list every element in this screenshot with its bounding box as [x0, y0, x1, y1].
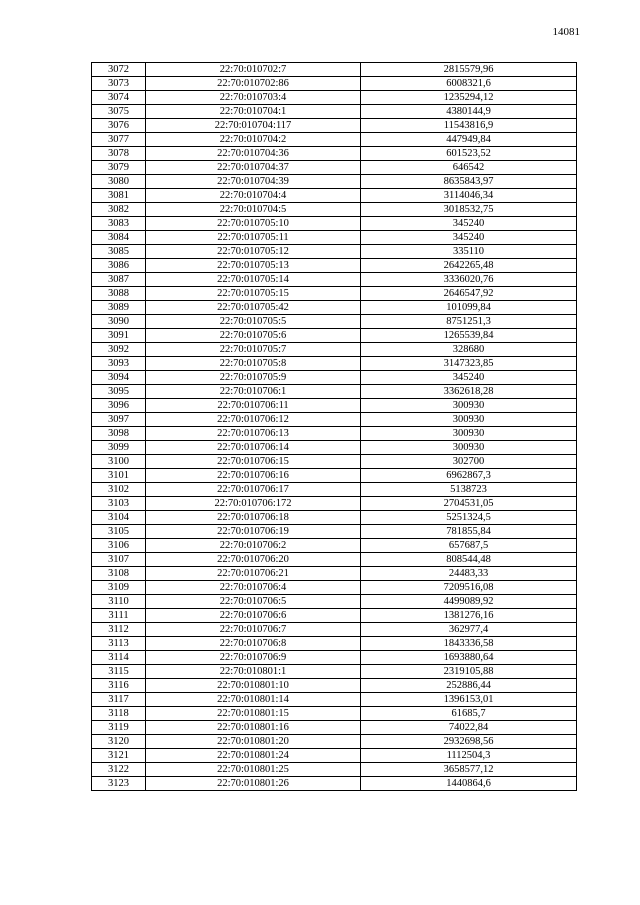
cadastral-number-cell: 22:70:010705:6	[146, 329, 361, 343]
table-row	[92, 315, 577, 329]
cadastral-value-cell: 2932698,56	[361, 735, 577, 749]
cadastral-number-cell: 22:70:010706:16	[146, 469, 361, 483]
cadastral-number-cell: 22:70:010704:2	[146, 133, 361, 147]
table-row	[92, 329, 577, 343]
table-row	[92, 651, 577, 665]
cadastral-value-cell: 447949,84	[361, 133, 577, 147]
cadastral-value-cell: 657687,5	[361, 539, 577, 553]
table-row	[92, 231, 577, 245]
cadastral-number-cell: 22:70:010706:9	[146, 651, 361, 665]
row-number-cell: 3109	[92, 581, 146, 595]
cadastral-number-cell: 22:70:010704:1	[146, 105, 361, 119]
table-row	[92, 119, 577, 133]
cadastral-number-cell: 22:70:010706:18	[146, 511, 361, 525]
table-row	[92, 357, 577, 371]
cadastral-value-cell: 345240	[361, 231, 577, 245]
cadastral-value-table	[91, 62, 577, 791]
row-number-cell: 3096	[92, 399, 146, 413]
row-number-cell: 3094	[92, 371, 146, 385]
row-number-cell: 3076	[92, 119, 146, 133]
table-row	[92, 259, 577, 273]
table-row	[92, 455, 577, 469]
row-number-cell: 3080	[92, 175, 146, 189]
cadastral-value-cell: 4380144,9	[361, 105, 577, 119]
row-number-cell: 3121	[92, 749, 146, 763]
cadastral-value-cell: 3336020,76	[361, 273, 577, 287]
table-row	[92, 147, 577, 161]
cadastral-value-cell: 345240	[361, 217, 577, 231]
table-row	[92, 707, 577, 721]
cadastral-number-cell: 22:70:010705:14	[146, 273, 361, 287]
cadastral-number-cell: 22:70:010705:15	[146, 287, 361, 301]
cadastral-value-cell: 328680	[361, 343, 577, 357]
row-number-cell: 3103	[92, 497, 146, 511]
cadastral-number-cell: 22:70:010706:20	[146, 553, 361, 567]
row-number-cell: 3104	[92, 511, 146, 525]
cadastral-number-cell: 22:70:010706:7	[146, 623, 361, 637]
table-row	[92, 693, 577, 707]
row-number-cell: 3087	[92, 273, 146, 287]
row-number-cell: 3078	[92, 147, 146, 161]
table-row	[92, 175, 577, 189]
cadastral-value-cell: 362977,4	[361, 623, 577, 637]
table-row	[92, 581, 577, 595]
row-number-cell: 3081	[92, 189, 146, 203]
table-row	[92, 749, 577, 763]
table-row	[92, 721, 577, 735]
cadastral-number-cell: 22:70:010704:37	[146, 161, 361, 175]
row-number-cell: 3116	[92, 679, 146, 693]
cadastral-number-cell: 22:70:010705:13	[146, 259, 361, 273]
cadastral-number-cell: 22:70:010706:14	[146, 441, 361, 455]
cadastral-value-cell: 61685,7	[361, 707, 577, 721]
row-number-cell: 3089	[92, 301, 146, 315]
row-number-cell: 3105	[92, 525, 146, 539]
row-number-cell: 3072	[92, 63, 146, 77]
cadastral-number-cell: 22:70:010706:2	[146, 539, 361, 553]
cadastral-number-cell: 22:70:010706:15	[146, 455, 361, 469]
row-number-cell: 3108	[92, 567, 146, 581]
table-row	[92, 273, 577, 287]
row-number-cell: 3111	[92, 609, 146, 623]
table-row	[92, 735, 577, 749]
cadastral-number-cell: 22:70:010706:11	[146, 399, 361, 413]
cadastral-number-cell: 22:70:010706:21	[146, 567, 361, 581]
cadastral-number-cell: 22:70:010702:7	[146, 63, 361, 77]
row-number-cell: 3088	[92, 287, 146, 301]
table-row	[92, 469, 577, 483]
row-number-cell: 3085	[92, 245, 146, 259]
row-number-cell: 3112	[92, 623, 146, 637]
cadastral-number-cell: 22:70:010705:12	[146, 245, 361, 259]
cadastral-value-cell: 781855,84	[361, 525, 577, 539]
cadastral-value-cell: 300930	[361, 399, 577, 413]
cadastral-value-cell: 2642265,48	[361, 259, 577, 273]
page-number: 14081	[552, 26, 580, 38]
row-number-cell: 3100	[92, 455, 146, 469]
row-number-cell: 3118	[92, 707, 146, 721]
table-row	[92, 385, 577, 399]
row-number-cell: 3084	[92, 231, 146, 245]
table-row	[92, 595, 577, 609]
table-row	[92, 203, 577, 217]
table-row	[92, 189, 577, 203]
cadastral-number-cell: 22:70:010705:11	[146, 231, 361, 245]
table-row	[92, 567, 577, 581]
table-row	[92, 343, 577, 357]
cadastral-value-cell: 808544,48	[361, 553, 577, 567]
row-number-cell: 3090	[92, 315, 146, 329]
cadastral-number-cell: 22:70:010704:39	[146, 175, 361, 189]
row-number-cell: 3106	[92, 539, 146, 553]
cadastral-value-cell: 2319105,88	[361, 665, 577, 679]
row-number-cell: 3083	[92, 217, 146, 231]
cadastral-number-cell: 22:70:010801:16	[146, 721, 361, 735]
cadastral-number-cell: 22:70:010702:86	[146, 77, 361, 91]
table-row	[92, 553, 577, 567]
table-row	[92, 763, 577, 777]
cadastral-value-cell: 252886,44	[361, 679, 577, 693]
cadastral-value-cell: 1265539,84	[361, 329, 577, 343]
table-row	[92, 399, 577, 413]
row-number-cell: 3092	[92, 343, 146, 357]
cadastral-number-cell: 22:70:010801:14	[146, 693, 361, 707]
cadastral-value-cell: 24483,33	[361, 567, 577, 581]
row-number-cell: 3122	[92, 763, 146, 777]
table-row	[92, 637, 577, 651]
cadastral-value-cell: 1396153,01	[361, 693, 577, 707]
table-row	[92, 63, 577, 77]
row-number-cell: 3113	[92, 637, 146, 651]
cadastral-value-cell: 300930	[361, 427, 577, 441]
row-number-cell: 3123	[92, 777, 146, 791]
table-row	[92, 245, 577, 259]
row-number-cell: 3093	[92, 357, 146, 371]
cadastral-value-cell: 345240	[361, 371, 577, 385]
cadastral-number-cell: 22:70:010706:12	[146, 413, 361, 427]
table-row	[92, 441, 577, 455]
cadastral-value-cell: 1235294,12	[361, 91, 577, 105]
cadastral-value-cell: 1440864,6	[361, 777, 577, 791]
cadastral-number-cell: 22:70:010704:4	[146, 189, 361, 203]
table-row	[92, 483, 577, 497]
cadastral-value-cell: 5138723	[361, 483, 577, 497]
cadastral-value-cell: 3114046,34	[361, 189, 577, 203]
table-row	[92, 161, 577, 175]
cadastral-number-cell: 22:70:010704:36	[146, 147, 361, 161]
cadastral-value-cell: 101099,84	[361, 301, 577, 315]
cadastral-number-cell: 22:70:010801:24	[146, 749, 361, 763]
table-row	[92, 217, 577, 231]
table-row	[92, 371, 577, 385]
cadastral-value-cell: 7209516,08	[361, 581, 577, 595]
row-number-cell: 3097	[92, 413, 146, 427]
table-row	[92, 665, 577, 679]
table-row	[92, 679, 577, 693]
cadastral-number-cell: 22:70:010801:15	[146, 707, 361, 721]
row-number-cell: 3073	[92, 77, 146, 91]
cadastral-number-cell: 22:70:010705:5	[146, 315, 361, 329]
cadastral-number-cell: 22:70:010706:13	[146, 427, 361, 441]
row-number-cell: 3099	[92, 441, 146, 455]
cadastral-value-cell: 6008321,6	[361, 77, 577, 91]
table-row	[92, 777, 577, 791]
cadastral-value-cell: 5251324,5	[361, 511, 577, 525]
table-row	[92, 133, 577, 147]
table-row	[92, 511, 577, 525]
table-row	[92, 105, 577, 119]
cadastral-number-cell: 22:70:010801:1	[146, 665, 361, 679]
cadastral-value-cell: 646542	[361, 161, 577, 175]
cadastral-value-cell: 3362618,28	[361, 385, 577, 399]
row-number-cell: 3082	[92, 203, 146, 217]
cadastral-value-cell: 1693880,64	[361, 651, 577, 665]
cadastral-number-cell: 22:70:010706:6	[146, 609, 361, 623]
table-row	[92, 427, 577, 441]
cadastral-value-cell: 3147323,85	[361, 357, 577, 371]
row-number-cell: 3120	[92, 735, 146, 749]
cadastral-number-cell: 22:70:010703:4	[146, 91, 361, 105]
table-row	[92, 525, 577, 539]
table-row	[92, 301, 577, 315]
table-row	[92, 413, 577, 427]
table-body	[92, 63, 577, 791]
table-row	[92, 539, 577, 553]
cadastral-number-cell: 22:70:010706:19	[146, 525, 361, 539]
cadastral-number-cell: 22:70:010705:42	[146, 301, 361, 315]
cadastral-value-cell: 335110	[361, 245, 577, 259]
cadastral-number-cell: 22:70:010801:20	[146, 735, 361, 749]
row-number-cell: 3098	[92, 427, 146, 441]
cadastral-value-cell: 2704531,05	[361, 497, 577, 511]
row-number-cell: 3110	[92, 595, 146, 609]
cadastral-value-cell: 1843336,58	[361, 637, 577, 651]
cadastral-number-cell: 22:70:010704:5	[146, 203, 361, 217]
cadastral-value-cell: 1112504,3	[361, 749, 577, 763]
cadastral-number-cell: 22:70:010706:4	[146, 581, 361, 595]
cadastral-value-cell: 11543816,9	[361, 119, 577, 133]
table-row	[92, 609, 577, 623]
table-row	[92, 623, 577, 637]
row-number-cell: 3115	[92, 665, 146, 679]
cadastral-value-cell: 601523,52	[361, 147, 577, 161]
cadastral-value-cell: 300930	[361, 413, 577, 427]
cadastral-number-cell: 22:70:010706:1	[146, 385, 361, 399]
row-number-cell: 3086	[92, 259, 146, 273]
cadastral-value-cell: 302700	[361, 455, 577, 469]
cadastral-value-cell: 8635843,97	[361, 175, 577, 189]
cadastral-number-cell: 22:70:010705:9	[146, 371, 361, 385]
cadastral-number-cell: 22:70:010705:7	[146, 343, 361, 357]
cadastral-number-cell: 22:70:010706:17	[146, 483, 361, 497]
cadastral-value-cell: 2815579,96	[361, 63, 577, 77]
row-number-cell: 3119	[92, 721, 146, 735]
cadastral-number-cell: 22:70:010801:26	[146, 777, 361, 791]
row-number-cell: 3107	[92, 553, 146, 567]
cadastral-value-cell: 3658577,12	[361, 763, 577, 777]
cadastral-number-cell: 22:70:010706:5	[146, 595, 361, 609]
cadastral-number-cell: 22:70:010704:117	[146, 119, 361, 133]
cadastral-value-cell: 4499089,92	[361, 595, 577, 609]
table-row	[92, 287, 577, 301]
cadastral-number-cell: 22:70:010801:10	[146, 679, 361, 693]
cadastral-value-cell: 6962867,3	[361, 469, 577, 483]
row-number-cell: 3077	[92, 133, 146, 147]
row-number-cell: 3102	[92, 483, 146, 497]
cadastral-value-cell: 2646547,92	[361, 287, 577, 301]
cadastral-value-cell: 300930	[361, 441, 577, 455]
cadastral-value-cell: 8751251,3	[361, 315, 577, 329]
row-number-cell: 3079	[92, 161, 146, 175]
cadastral-number-cell: 22:70:010705:8	[146, 357, 361, 371]
cadastral-number-cell: 22:70:010706:172	[146, 497, 361, 511]
row-number-cell: 3101	[92, 469, 146, 483]
row-number-cell: 3117	[92, 693, 146, 707]
table-row	[92, 91, 577, 105]
cadastral-number-cell: 22:70:010801:25	[146, 763, 361, 777]
cadastral-value-cell: 74022,84	[361, 721, 577, 735]
row-number-cell: 3074	[92, 91, 146, 105]
row-number-cell: 3095	[92, 385, 146, 399]
table-row	[92, 77, 577, 91]
table-row	[92, 497, 577, 511]
row-number-cell: 3114	[92, 651, 146, 665]
cadastral-number-cell: 22:70:010705:10	[146, 217, 361, 231]
cadastral-value-cell: 3018532,75	[361, 203, 577, 217]
cadastral-value-cell: 1381276,16	[361, 609, 577, 623]
cadastral-number-cell: 22:70:010706:8	[146, 637, 361, 651]
row-number-cell: 3091	[92, 329, 146, 343]
row-number-cell: 3075	[92, 105, 146, 119]
